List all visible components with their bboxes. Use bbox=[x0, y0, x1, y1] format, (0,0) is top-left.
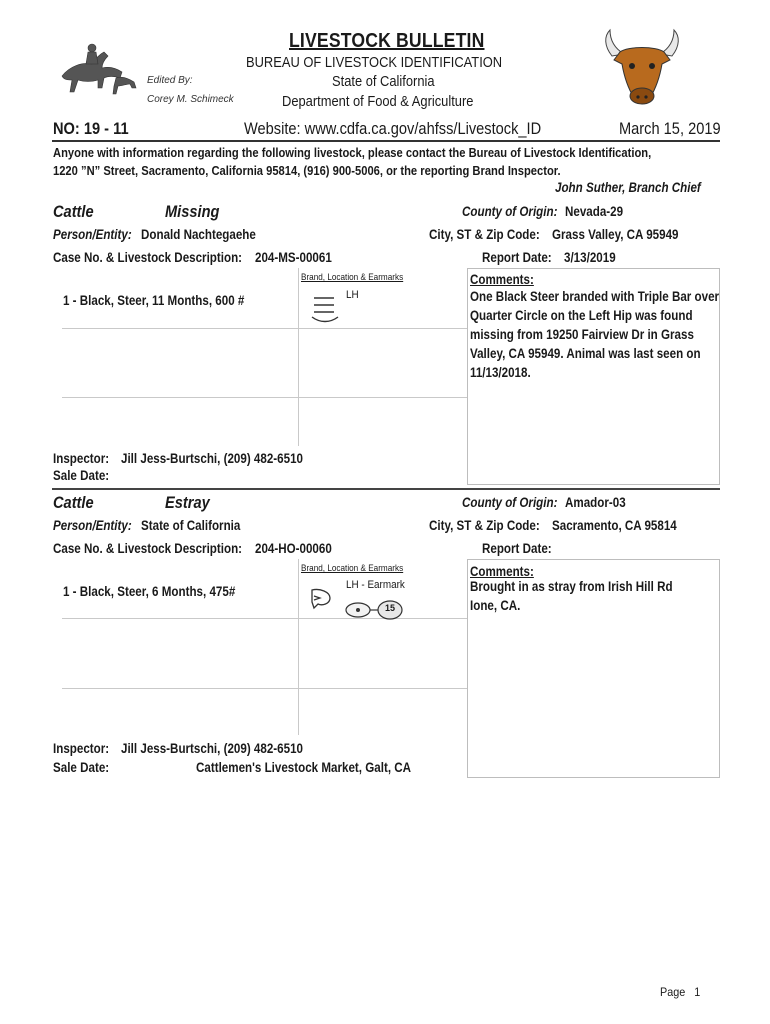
entry-divider bbox=[52, 488, 720, 490]
county-value: Nevada-29 bbox=[565, 204, 624, 219]
case-label: Case No. & Livestock Description: bbox=[53, 541, 243, 556]
livestock-description: 1 - Black, Steer, 11 Months, 600 # bbox=[63, 293, 245, 308]
comments-label: Comments: bbox=[470, 272, 534, 287]
branch-chief-signature: John Suther, Branch Chief bbox=[555, 180, 701, 195]
report-date-label: Report Date: bbox=[482, 250, 552, 265]
county-label: County of Origin: bbox=[462, 204, 558, 219]
city-label: City, ST & Zip Code: bbox=[429, 227, 540, 242]
row-divider bbox=[62, 397, 467, 398]
city-value: Grass Valley, CA 95949 bbox=[552, 227, 679, 242]
bulletin-date: March 15, 2019 bbox=[619, 119, 721, 138]
edited-by-label: Edited By: bbox=[147, 75, 193, 86]
sale-date-value: Cattlemen's Livestock Market, Galt, CA bbox=[196, 760, 412, 775]
row-divider bbox=[62, 618, 467, 619]
page-number: Page 1 bbox=[660, 985, 701, 999]
intro-line-2: 1220 ”N” Street, Sacramento, California 95814, (916) 900-5006, or the reporting Brand Inspector. bbox=[53, 163, 561, 178]
case-label: Case No. & Livestock Description: bbox=[53, 250, 243, 265]
bull-head-logo bbox=[598, 28, 686, 108]
entry-status: Missing bbox=[165, 202, 220, 221]
inspector-label: Inspector: bbox=[53, 451, 110, 466]
county-label: County of Origin: bbox=[462, 495, 558, 510]
brand-header: Brand, Location & Earmarks bbox=[301, 272, 404, 283]
bulletin-title: LIVESTOCK BULLETIN bbox=[289, 30, 485, 52]
comments-text: One Black Steer branded with Triple Bar over Quarter Circle on the Left Hip was found missing from 19250 Fairview Dr in Grass Valley, CA 95949. Animal was last seen on 11/13/2018. bbox=[470, 289, 720, 380]
triple-bar-quarter-circle-brand-icon bbox=[308, 294, 342, 324]
comments-text: Brought in as stray from Irish Hill Rd Ione, CA. bbox=[470, 579, 673, 613]
department-name: Department of Food & Agriculture bbox=[282, 93, 474, 110]
website-link[interactable]: Website: www.cdfa.ca.gov/ahfss/Livestock_ID bbox=[244, 119, 542, 138]
entry-status: Estray bbox=[165, 493, 210, 512]
report-date-value: 3/13/2019 bbox=[564, 250, 616, 265]
state-name: State of California bbox=[332, 73, 435, 90]
ear-tag-icon bbox=[344, 598, 406, 622]
bureau-name: BUREAU OF LIVESTOCK IDENTIFICATION bbox=[246, 54, 503, 71]
horse-rider-logo bbox=[56, 36, 142, 102]
person-label: Person/Entity: bbox=[53, 227, 132, 242]
row-divider bbox=[62, 688, 467, 689]
brand-location: LH bbox=[346, 289, 359, 301]
inspector-value: Jill Jess-Burtschi, (209) 482-6510 bbox=[121, 741, 303, 756]
person-value: State of California bbox=[141, 518, 241, 533]
county-value: Amador-03 bbox=[565, 495, 626, 510]
row-divider bbox=[62, 328, 467, 329]
bulletin-number: NO: 19 - 11 bbox=[53, 119, 129, 138]
brand-column-divider bbox=[298, 559, 299, 735]
case-number: 204-HO-00060 bbox=[255, 541, 332, 556]
city-value: Sacramento, CA 95814 bbox=[552, 518, 677, 533]
inspector-label: Inspector: bbox=[53, 741, 110, 756]
brand-header: Brand, Location & Earmarks bbox=[301, 563, 404, 574]
intro-line-1: Anyone with information regarding the following livestock, please contact the Bureau of Livestock Identification, bbox=[53, 145, 652, 160]
editor-name: Corey M. Schimeck bbox=[147, 94, 234, 105]
brand-location: LH - Earmark bbox=[346, 579, 405, 591]
inspector-value: Jill Jess-Burtschi, (209) 482-6510 bbox=[121, 451, 303, 466]
report-date-label: Report Date: bbox=[482, 541, 552, 556]
earmark-notch-icon bbox=[308, 586, 334, 612]
case-number: 204-MS-00061 bbox=[255, 250, 332, 265]
person-value: Donald Nachtegaehe bbox=[141, 227, 256, 242]
sale-date-label: Sale Date: bbox=[53, 468, 110, 483]
livestock-description: 1 - Black, Steer, 6 Months, 475# bbox=[63, 584, 236, 599]
sale-date-label: Sale Date: bbox=[53, 760, 110, 775]
entry-type: Cattle bbox=[53, 493, 94, 512]
ear-tag-number: 15 bbox=[385, 603, 396, 613]
city-label: City, ST & Zip Code: bbox=[429, 518, 540, 533]
header-divider bbox=[52, 140, 720, 142]
brand-column-divider bbox=[298, 268, 299, 446]
entry-type: Cattle bbox=[53, 202, 94, 221]
person-label: Person/Entity: bbox=[53, 518, 132, 533]
comments-label: Comments: bbox=[470, 564, 534, 579]
